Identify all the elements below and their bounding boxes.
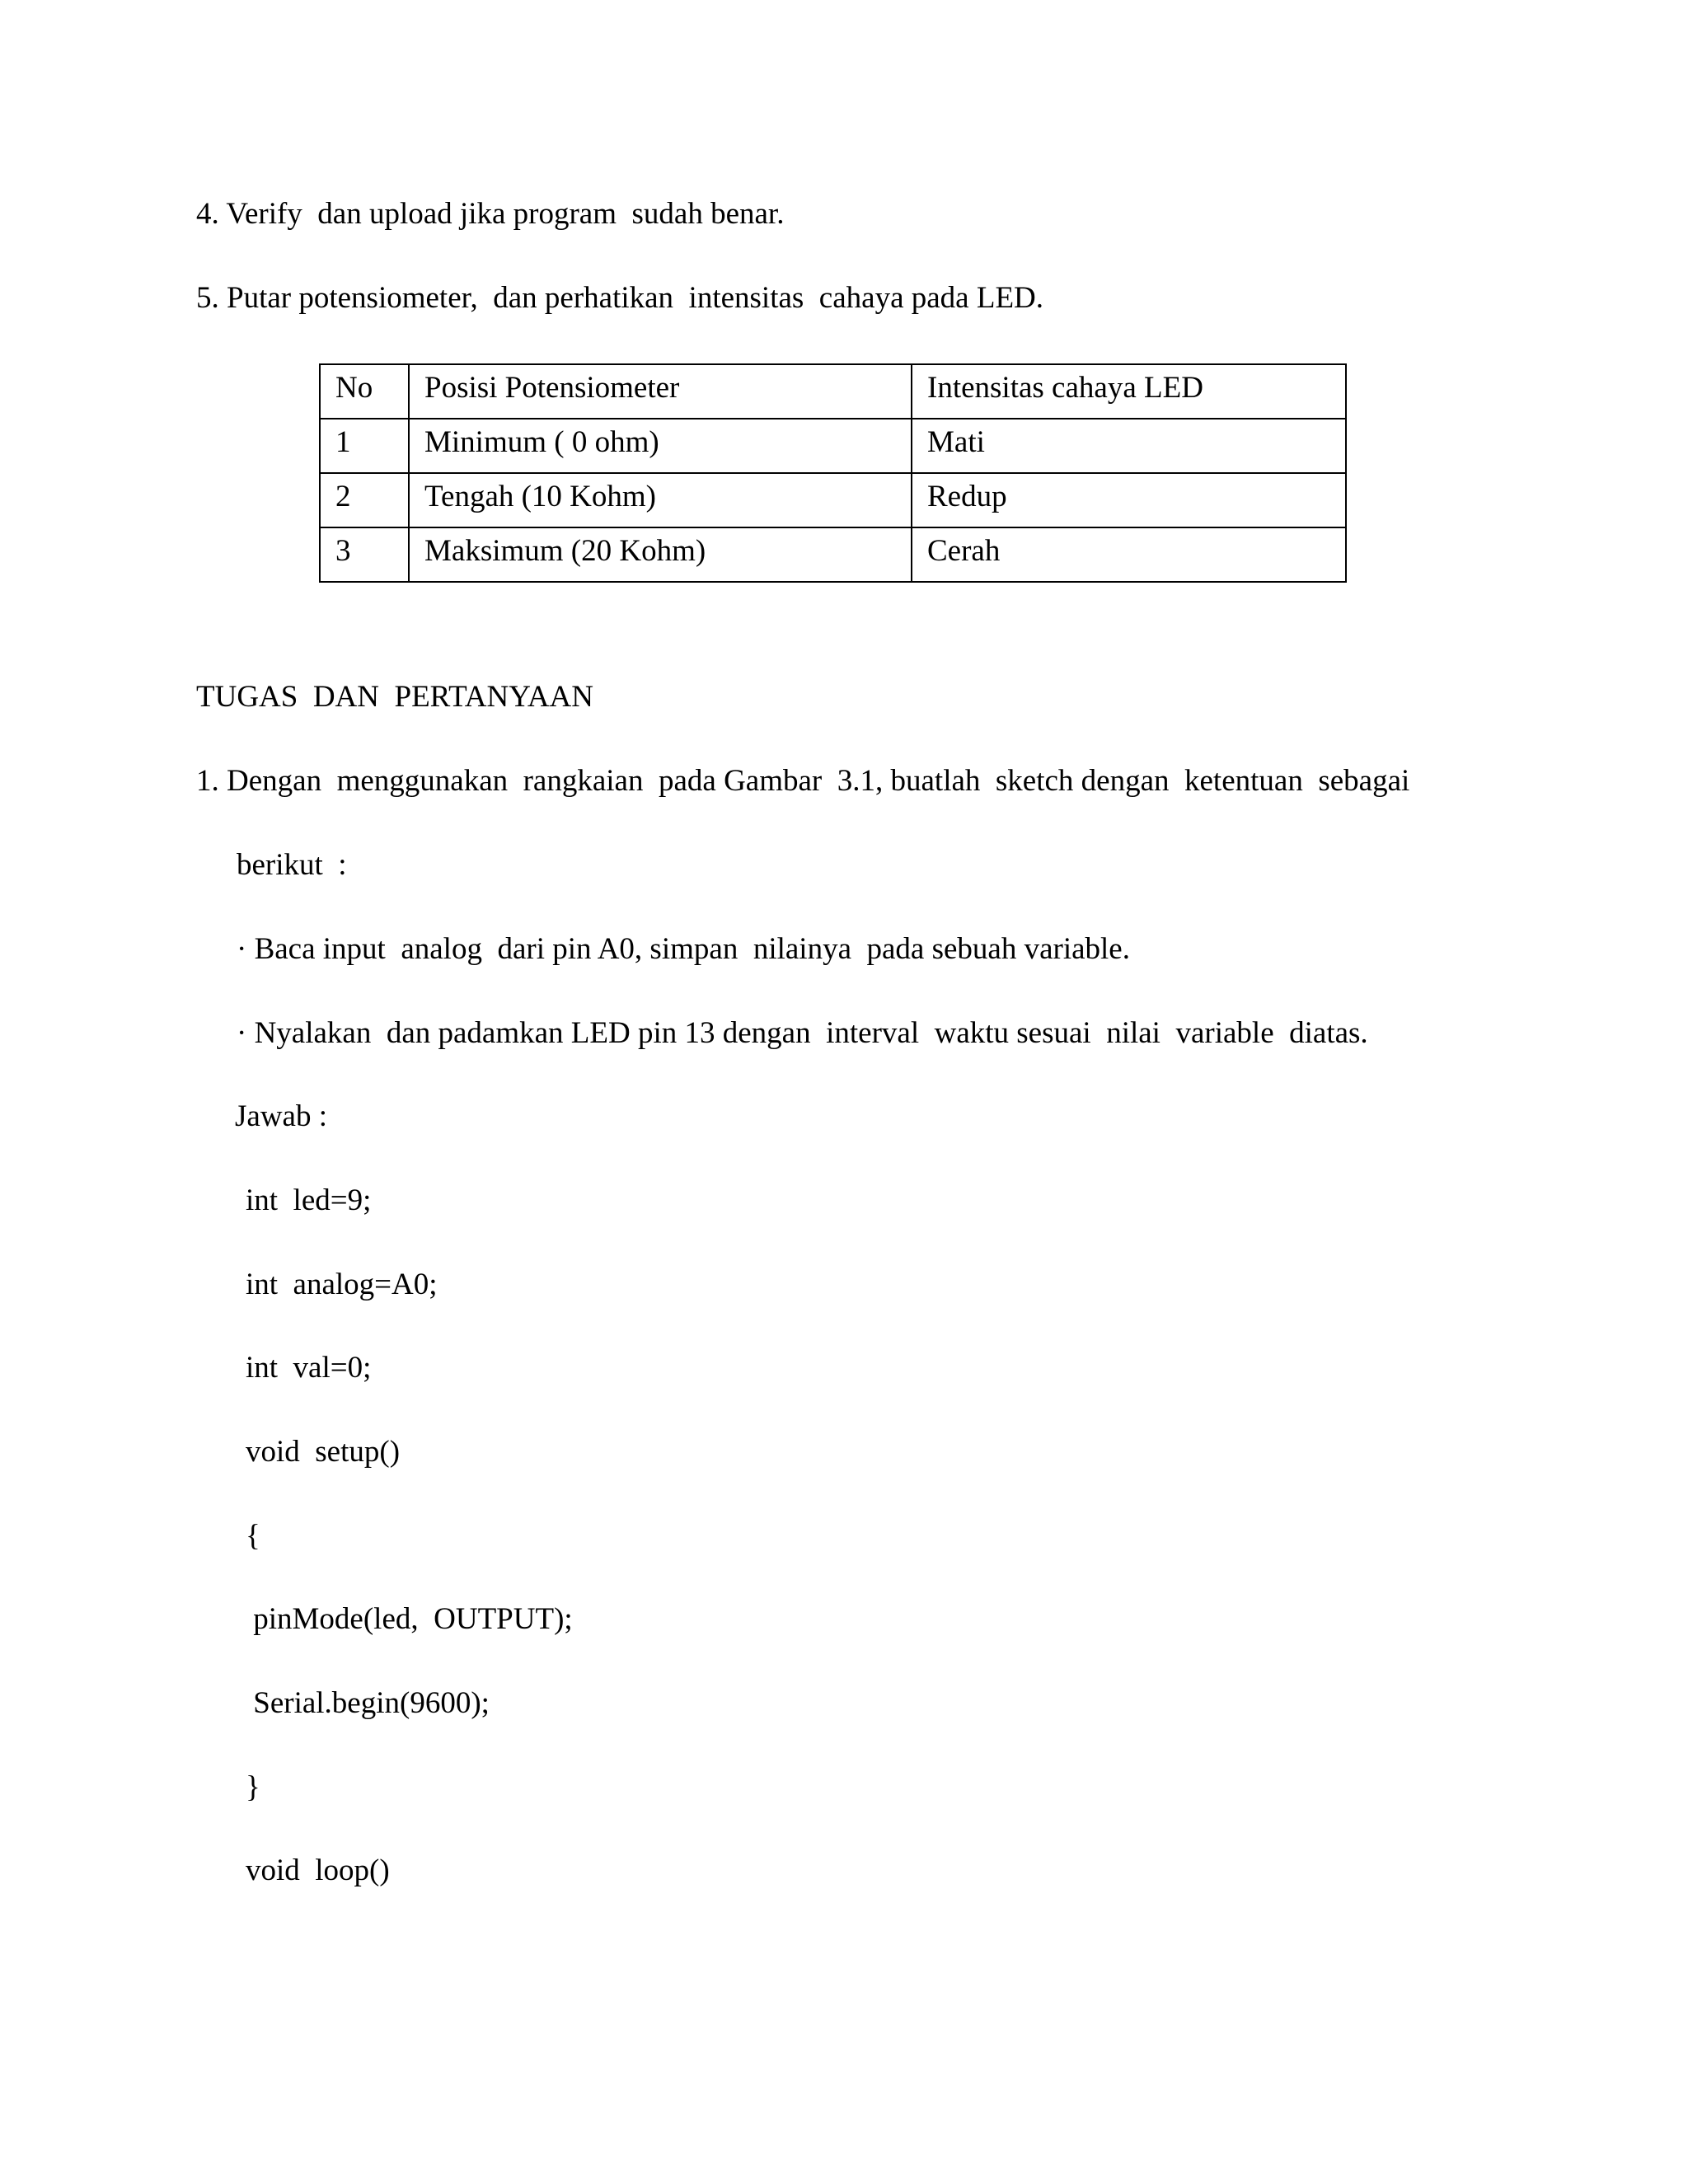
- table-row: [320, 419, 1346, 473]
- table-row: [320, 527, 1346, 582]
- task-bullet-2: · Nyalakan dan padamkan LED pin 13 dengan interval waktu sesuai nilai variable diatas.: [237, 1016, 1368, 1050]
- table-cell: Maksimum (20 Kohm): [409, 527, 912, 582]
- step-4: 4. Verify dan upload jika program sudah benar.: [196, 197, 785, 231]
- code-line: void setup(): [246, 1435, 401, 1469]
- table-row: [320, 473, 1346, 527]
- table-cell: Tengah (10 Kohm): [409, 473, 912, 527]
- step-5: 5. Putar potensiometer, dan perhatikan intensitas cahaya pada LED.: [196, 281, 1044, 315]
- code-line: int analog=A0;: [246, 1268, 438, 1301]
- table-cell: 2: [320, 473, 409, 527]
- table-cell: 3: [320, 527, 409, 582]
- code-line: int val=0;: [246, 1351, 372, 1385]
- table-cell: Cerah: [912, 527, 1346, 582]
- table-cell: Redup: [912, 473, 1346, 527]
- table-header-cell: Posisi Potensiometer: [409, 364, 912, 419]
- code-line: Serial.begin(9600);: [246, 1686, 490, 1720]
- results-table: [319, 363, 1347, 583]
- answer-label: Jawab :: [235, 1099, 327, 1133]
- code-line: }: [246, 1770, 260, 1804]
- task-line-1: 1. Dengan menggunakan rangkaian pada Gambar 3.1, buatlah sketch dengan ketentuan sebagai: [196, 764, 1410, 798]
- section-heading: TUGAS DAN PERTANYAAN: [196, 680, 593, 714]
- code-line: pinMode(led, OUTPUT);: [246, 1602, 573, 1636]
- task-bullet-1: · Baca input analog dari pin A0, simpan nilainya pada sebuah variable.: [237, 932, 1130, 966]
- table-header-row: [320, 364, 1346, 419]
- task-line-2: berikut :: [237, 848, 347, 882]
- code-line: int led=9;: [246, 1183, 372, 1217]
- table-cell: 1: [320, 419, 409, 473]
- table-cell: Minimum ( 0 ohm): [409, 419, 912, 473]
- code-line: {: [246, 1519, 260, 1553]
- table-header-cell: No: [320, 364, 409, 419]
- code-line: void loop(): [246, 1854, 390, 1887]
- table-cell: Mati: [912, 419, 1346, 473]
- table-header-cell: Intensitas cahaya LED: [912, 364, 1346, 419]
